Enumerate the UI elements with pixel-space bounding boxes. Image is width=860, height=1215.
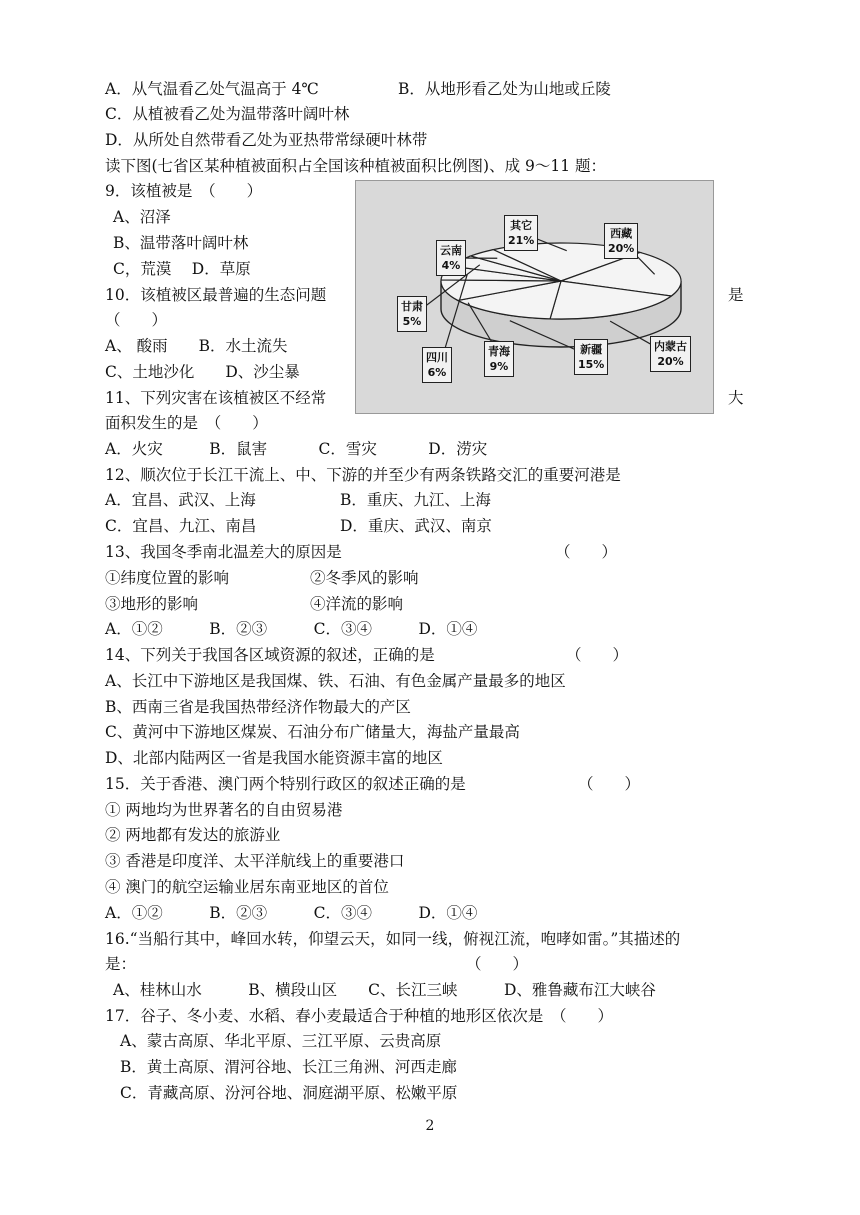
text-line: C、黄河中下游地区煤炭、石油分布广储量大，海盐产量最高 — [105, 723, 520, 741]
pie-label — [504, 215, 538, 251]
text-line: C．从植被看乙处为温带落叶阔叶林 — [105, 105, 350, 123]
text-line: 16.“当船行其中，峰回水转，仰望云天，如同一线，俯视江流，咆哮如雷。”其描述的 — [105, 930, 681, 948]
text-line: A．火灾 B．鼠害 C．雪灾 D．涝灾 — [105, 440, 488, 458]
text-line: 13、我国冬季南北温差大的原因是 — [105, 543, 342, 561]
pie-label — [650, 336, 691, 372]
pie-label — [397, 296, 427, 332]
text-line: A．①② B．②③ C．③④ D．①④ — [105, 620, 478, 638]
pie-label-name: 云南 — [440, 244, 462, 257]
text-line: 14、下列关于我国各区域资源的叙述，正确的是 — [105, 646, 435, 664]
text-line: 读下图(七省区某种植被面积占全国该种植被面积比例图)、成 9～11 题： — [105, 157, 607, 175]
text-line: 17．谷子、冬小麦、水稻、春小麦最适合于种植的地形区依次是 （ ） — [105, 1007, 613, 1025]
pie-label-percent: 20% — [608, 242, 635, 255]
text-line: 是 — [728, 286, 744, 304]
pie-label-name: 其它 — [510, 219, 533, 232]
pie-label-percent: 4% — [441, 259, 461, 272]
text-line: 12、顺次位于长江干流上、中、下游的并至少有两条铁路交汇的重要河港是 — [105, 466, 621, 484]
pie-label-name: 甘肃 — [401, 300, 423, 313]
pie-label — [422, 347, 452, 383]
text-line: （ ） — [105, 311, 168, 329]
text-line: ②冬季风的影响 — [310, 569, 419, 587]
text-line: A．宜昌、武汉、上海 — [105, 491, 256, 509]
pie-label-name: 内蒙古 — [654, 340, 687, 353]
text-line: （ ） — [466, 955, 529, 973]
text-line: C．宜昌、九江、南昌 — [105, 517, 257, 535]
text-line: ④ 澳门的航空运输业居东南亚地区的首位 — [105, 878, 389, 896]
pie-label — [574, 339, 608, 375]
text-line: D．重庆、武汉、南京 — [340, 517, 492, 535]
text-line: ③地形的影响 — [105, 595, 199, 613]
text-line: A、蒙古高原、华北平原、三江平原、云贵高原 — [120, 1032, 442, 1050]
text-line: A、 酸雨 B．水土流失 — [105, 337, 288, 355]
pie-label — [484, 341, 514, 377]
pie-label-name: 四川 — [426, 351, 448, 364]
text-line: D．从所处自然带看乙处为亚热带常绿硬叶林带 — [105, 131, 428, 149]
text-line: B．从地形看乙处为山地或丘陵 — [398, 80, 611, 98]
text-line: C．青藏高原、汾河谷地、洞庭湖平原、松嫩平原 — [120, 1084, 458, 1102]
text-line: B、温带落叶阔叶林 — [113, 234, 249, 252]
pie-label-name: 青海 — [488, 345, 510, 358]
text-line: ③ 香港是印度洋、太平洋航线上的重要港口 — [105, 852, 405, 870]
text-line: 面积发生的是 （ ） — [105, 414, 268, 432]
pie-label-percent: 21% — [508, 234, 535, 247]
text-line: （ ） — [578, 775, 641, 793]
text-line: C、土地沙化 D、沙尘暴 — [105, 363, 300, 381]
text-line: B．重庆、九江、上海 — [340, 491, 491, 509]
pie-label-percent: 6% — [427, 366, 447, 379]
text-line: D、北部内陆两区一省是我国水能资源丰富的地区 — [105, 749, 443, 767]
pie-label-percent: 20% — [657, 355, 684, 368]
text-line: B．黄土高原、渭河谷地、长江三角洲、河西走廊 — [120, 1058, 457, 1076]
text-line: A．从气温看乙处气温高于 4℃ — [105, 80, 319, 98]
pie-label — [436, 240, 466, 276]
text-line: A、沼泽 — [113, 208, 171, 226]
text-line: 是： — [105, 955, 137, 973]
pie-chart-figure — [355, 180, 714, 414]
text-line: 15．关于香港、澳门两个特别行政区的叙述正确的是 — [105, 775, 466, 793]
pie-label — [604, 223, 638, 259]
pie-label-percent: 5% — [402, 315, 422, 328]
text-line: A、桂林山水 B、横段山区 C、长江三峡 D、雅鲁藏布江大峡谷 — [113, 981, 656, 999]
text-line: A．①② B．②③ C．③④ D．①④ — [105, 904, 478, 922]
text-line: 9．该植被是 （ ） — [105, 182, 263, 200]
text-line: （ ） — [555, 543, 618, 561]
text-line: （ ） — [566, 646, 629, 664]
pie-label-name: 西藏 — [610, 227, 633, 240]
pie-label-percent: 9% — [489, 360, 509, 373]
text-line: C，荒漠 D．草原 — [113, 260, 251, 278]
pie-label-percent: 15% — [578, 358, 605, 371]
text-line: ④洋流的影响 — [310, 595, 404, 613]
page-number: 2 — [425, 1118, 435, 1134]
text-line: ① 两地均为世界著名的自由贸易港 — [105, 801, 343, 819]
text-line: ①纬度位置的影响 — [105, 569, 230, 587]
text-line: 10．该植被区最普遍的生态问题 — [105, 286, 327, 304]
text-line: 大 — [728, 389, 744, 407]
text-line: ② 两地都有发达的旅游业 — [105, 826, 281, 844]
text-line: B、西南三省是我国热带经济作物最大的产区 — [105, 698, 411, 716]
text-line: A、长江中下游地区是我国煤、铁、石油、有色金属产量最多的地区 — [105, 672, 566, 690]
text-line: 11、下列灾害在该植被区不经常 — [105, 389, 327, 407]
pie-label-name: 新疆 — [580, 343, 603, 356]
